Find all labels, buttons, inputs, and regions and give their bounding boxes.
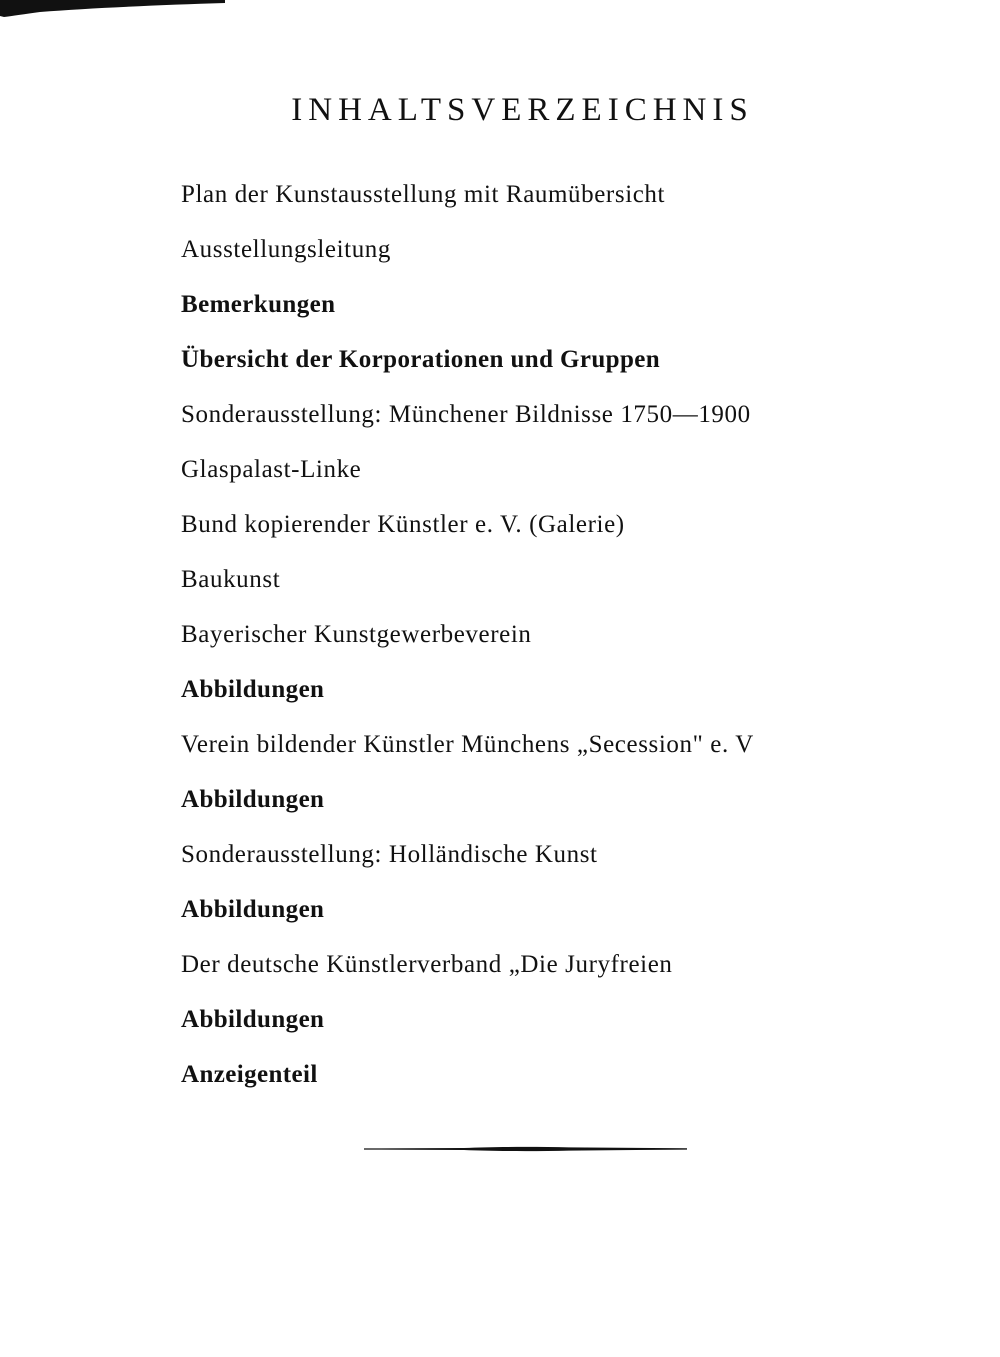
toc-entry: Abbildungen — [181, 896, 325, 923]
toc-entry: Sonderausstellung: Münchener Bildnisse 1750—1900 — [181, 401, 751, 428]
toc-entry: Verein bildender Künstler Münchens „Secession" e. V — [181, 731, 754, 758]
toc-entry: Abbildungen — [181, 1006, 325, 1033]
toc-entry: Anzeigenteil — [181, 1061, 318, 1088]
toc-entry: Bund kopierender Künstler e. V. (Galerie) — [181, 511, 625, 538]
toc-entry: Übersicht der Korporationen und Gruppen — [181, 346, 661, 373]
toc-entry: Ausstellungsleitung — [181, 236, 392, 263]
toc-entry: Bayerischer Kunstgewerbeverein — [181, 621, 532, 648]
toc-entry: Bemerkungen — [181, 291, 336, 318]
toc-entry: Plan der Kunstausstellung mit Raumübersicht — [181, 181, 666, 208]
toc-entry: Abbildungen — [181, 786, 325, 813]
corner-ink-smudge — [0, 0, 225, 18]
toc-entry: Baukunst — [181, 566, 281, 593]
toc-entry: Abbildungen — [181, 676, 325, 703]
toc-entry: Sonderausstellung: Holländische Kunst — [181, 841, 598, 868]
toc-entry: Glaspalast-Linke — [181, 456, 362, 483]
toc-entry: Der deutsche Künstlerverband „Die Juryfreien — [181, 951, 673, 978]
page-title: INHALTSVERZEICHNIS — [291, 92, 754, 128]
closing-rule — [364, 1146, 687, 1152]
table-of-contents — [181, 176, 754, 1111]
